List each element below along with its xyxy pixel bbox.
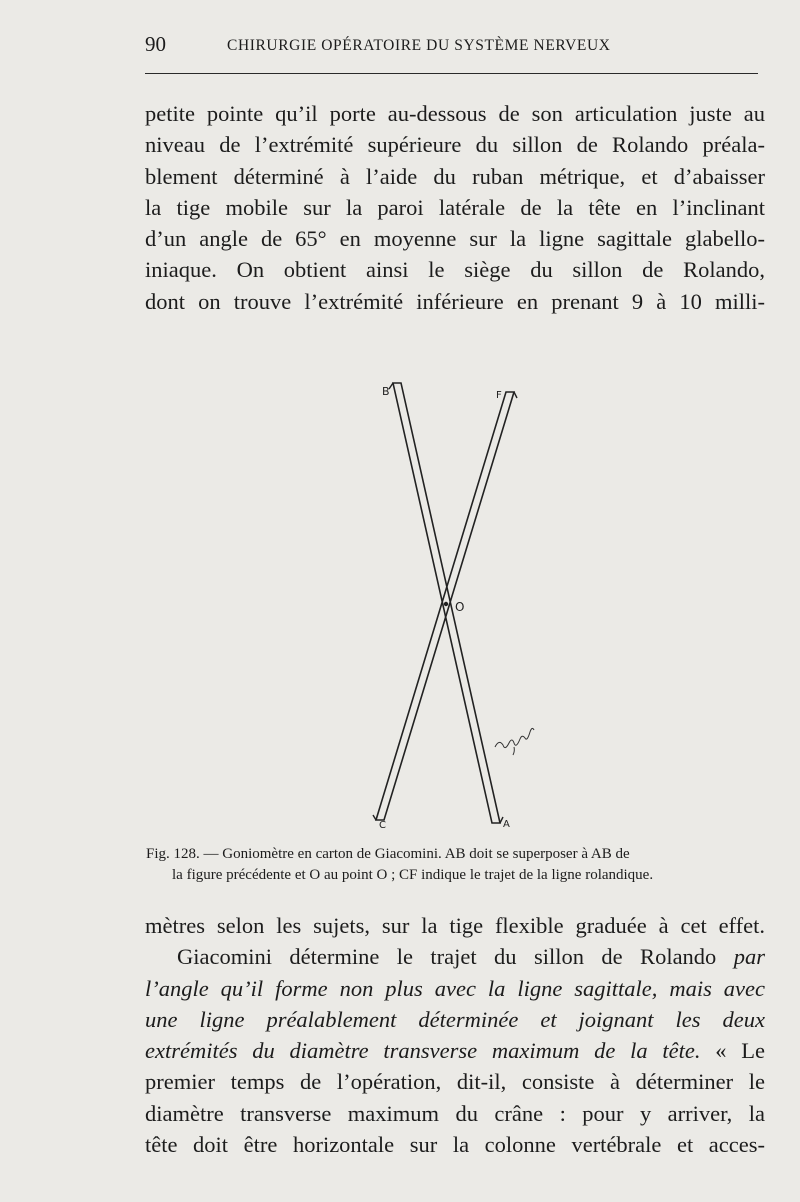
text-line: dont on trouve l’extrémité inférieure en prenant 9 à 10 milli-	[145, 288, 765, 314]
text-span: « Le	[700, 1038, 766, 1064]
text-line: diamètre transverse maximum du crâne : pour y arriver, la	[145, 1100, 765, 1126]
label-o: O	[455, 600, 465, 614]
text-line-italic: l’angle qu’il forme non plus avec la ligne sagittale, mais avec	[145, 975, 765, 1001]
text-span: Giacomini détermine le trajet du sillon de Rolando	[177, 944, 734, 970]
signature-mark	[495, 728, 535, 761]
label-b: B	[382, 385, 390, 398]
strip-cf	[376, 392, 514, 820]
figure-caption	[146, 844, 768, 886]
running-title: CHIRURGIE OPÉRATOIRE DU SYSTÈME NERVEUX	[227, 37, 611, 54]
paragraph-top	[145, 98, 765, 317]
text-line-italic: une ligne préalablement déterminée et joignant les deux	[145, 1006, 765, 1032]
text-line: iniaque. On obtient ainsi le siège du sillon de Rolando,	[145, 257, 765, 283]
text-line: petite pointe qu’il porte au-dessous de son articulation juste au	[145, 101, 765, 126]
italic-span: extrémités du diamètre transverse maximum de la tête.	[145, 1038, 701, 1064]
text-line: tête doit être horizontale sur la colonne vertébrale et acces-	[145, 1132, 765, 1158]
caption-line-2: la figure précédente et O au point O ; CF indique le trajet de la ligne rolandique.	[172, 867, 654, 883]
label-f: F	[496, 390, 502, 401]
goniometer-drawing	[365, 375, 535, 830]
header-rule	[145, 73, 758, 74]
text-line	[145, 941, 765, 972]
notch-c	[373, 815, 376, 820]
caption-line-1: Fig. 128. — Goniomètre en carton de Giacomini. AB doit se superposer à AB de	[146, 846, 630, 862]
page-number: 90	[145, 32, 166, 56]
page-header	[145, 32, 758, 62]
text-line: blement déterminé à l’aide du ruban métrique, et d’abaisser	[145, 163, 765, 189]
label-a: A	[503, 819, 510, 830]
text-line: niveau de l’extrémité supérieure du sillon de Rolando préala-	[145, 132, 765, 158]
point-o-marker	[444, 602, 448, 606]
text-line: d’un angle de 65° en moyenne sur la ligne sagittale glabello-	[145, 226, 765, 252]
notch-b	[389, 383, 393, 389]
text-line	[145, 1035, 765, 1066]
goniometer-figure	[365, 375, 535, 830]
text-line: mètres selon les sujets, sur la tige flexible graduée à cet effet.	[145, 913, 765, 938]
text-line: premier temps de l’opération, dit-il, consiste à déterminer le	[145, 1069, 765, 1095]
italic-span: par	[733, 944, 765, 970]
paragraph-bottom	[145, 910, 765, 1160]
label-c: C	[379, 820, 386, 830]
text-line: la tige mobile sur la paroi latérale de la tête en l’inclinant	[145, 194, 765, 220]
notch-f	[514, 392, 517, 398]
